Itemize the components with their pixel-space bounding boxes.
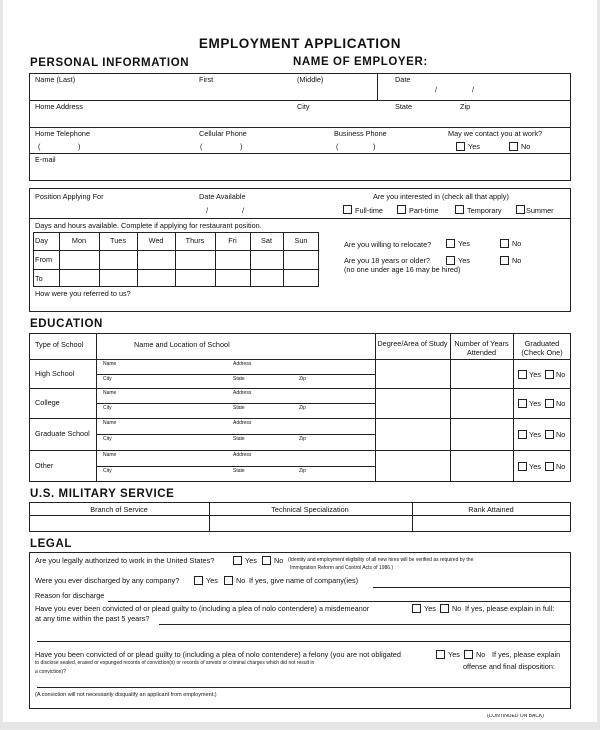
relocate-no-checkbox[interactable] — [500, 239, 509, 248]
hours-cell[interactable] — [176, 251, 214, 268]
conviction-note: (A conviction will not necessarily disqualify an applicant from employment.) — [35, 692, 217, 698]
day-header: Mon — [71, 236, 87, 245]
discharged-no-checkbox[interactable] — [224, 576, 233, 585]
discharged-yes-checkbox[interactable] — [194, 576, 203, 585]
misdemeanor-line[interactable] — [37, 641, 571, 642]
divider — [412, 502, 413, 532]
felony-line[interactable] — [37, 687, 571, 688]
graduated-yes-checkbox[interactable] — [518, 462, 527, 471]
day-header: Tues — [110, 236, 126, 245]
divider — [96, 434, 375, 435]
day-header: Sat — [261, 236, 272, 245]
hours-cell[interactable] — [251, 251, 282, 268]
misdemeanor-line[interactable] — [159, 624, 571, 625]
school-type-label: Graduate School — [35, 429, 90, 438]
school-name-field[interactable]: Name — [103, 390, 117, 396]
yes-label: Yes — [458, 239, 470, 248]
misdemeanor-question: at any time within the past 5 years? — [35, 614, 150, 623]
city-field[interactable]: City — [297, 102, 310, 111]
divider — [377, 73, 378, 100]
summer-checkbox[interactable] — [516, 205, 525, 214]
authorized-note: Immigration Reform and Control Acts of 1986.) — [290, 565, 394, 571]
relocate-yes-checkbox[interactable] — [446, 239, 455, 248]
paren: ) — [373, 142, 376, 151]
hours-cell[interactable] — [176, 270, 214, 287]
hours-cell[interactable] — [100, 251, 136, 268]
school-address-field[interactable]: Address — [233, 420, 252, 426]
school-address-field[interactable]: Address — [233, 452, 252, 458]
school-zip-field[interactable]: Zip — [299, 468, 306, 474]
divider — [29, 515, 571, 516]
military-heading: U.S. MILITARY SERVICE — [30, 488, 175, 500]
yes-label: Yes — [206, 576, 218, 585]
graduated-yes-checkbox[interactable] — [518, 430, 527, 439]
full-time-label: Full-time — [355, 206, 383, 215]
divider — [96, 466, 375, 467]
graduated-yes-checkbox[interactable] — [518, 399, 527, 408]
branch-header: Branch of Service — [90, 505, 148, 514]
school-city-field[interactable]: City — [103, 468, 112, 474]
day-header: Fri — [228, 236, 237, 245]
yes-label: Yes — [529, 430, 541, 439]
felony-followup: If yes, please explain — [492, 650, 561, 659]
form-title: EMPLOYMENT APPLICATION — [198, 36, 402, 51]
hours-cell[interactable] — [216, 251, 249, 268]
days-note: Days and hours available. Complete if applying for restaurant position. — [35, 221, 262, 230]
felony-followup: offense and final disposition: — [463, 662, 555, 671]
hours-cell[interactable] — [216, 270, 249, 287]
reason-line[interactable] — [108, 601, 571, 602]
divider — [29, 153, 571, 154]
date-slash: / — [206, 206, 209, 215]
school-zip-field[interactable]: Zip — [299, 375, 306, 382]
no-label: No — [512, 256, 522, 265]
yes-label: Yes — [529, 399, 541, 408]
school-address-field[interactable]: Address — [233, 361, 252, 367]
felony-yes-checkbox[interactable] — [436, 650, 445, 659]
graduated-no-checkbox[interactable] — [545, 430, 554, 439]
no-label: No — [452, 604, 462, 613]
school-name-field[interactable]: Name — [103, 452, 117, 458]
zip-field[interactable]: Zip — [460, 102, 471, 111]
divider — [29, 218, 571, 219]
divider — [96, 333, 97, 482]
paren: ) — [240, 142, 243, 151]
authorized-question: Are you legally authorized to work in the United States? — [35, 556, 215, 565]
day-header: Day — [35, 236, 48, 245]
business-phone-field[interactable]: Business Phone — [334, 129, 387, 138]
no-label: No — [274, 556, 284, 565]
divider — [29, 127, 571, 128]
felony-question: a conviction)? — [35, 669, 66, 675]
state-field[interactable]: State — [395, 102, 413, 111]
graduated-no-checkbox[interactable] — [545, 370, 554, 379]
summer-label: Summer — [526, 206, 554, 215]
name-last-field[interactable]: Name (Last) — [35, 75, 76, 84]
hours-cell[interactable] — [60, 251, 98, 268]
day-header: Thurs — [185, 236, 205, 245]
part-time-checkbox[interactable] — [397, 205, 406, 214]
home-address-field[interactable]: Home Address — [35, 102, 83, 111]
age-question: Are you 18 years or older? — [344, 256, 430, 265]
home-telephone-field[interactable]: Home Telephone — [35, 129, 91, 138]
application-form — [3, 0, 597, 722]
hours-cell[interactable] — [100, 270, 136, 287]
no-label: No — [556, 399, 566, 408]
personal-heading: PERSONAL INFORMATION — [30, 57, 190, 69]
middle-name-field[interactable]: (Middle) — [297, 75, 324, 84]
school-state-field[interactable]: State — [233, 375, 245, 382]
type-header: Type of School — [35, 340, 84, 349]
interested-question: Are you interested in (check all that apply) — [373, 192, 509, 201]
school-header: Name and Location of School — [134, 340, 230, 349]
divider — [29, 359, 571, 360]
school-name-field[interactable]: Name — [103, 420, 117, 426]
date-slash: / — [435, 85, 438, 94]
age-yes-checkbox[interactable] — [446, 256, 455, 265]
reason-label: Reason for discharge — [35, 591, 105, 600]
school-name-field[interactable]: Name — [103, 361, 117, 367]
no-label: No — [556, 369, 566, 379]
misdemeanor-yes-checkbox[interactable] — [412, 604, 421, 613]
paren: ( — [200, 142, 203, 151]
misdemeanor-question: Have you ever been convicted of or plead guilty to (including a plea of nolo contendere) a misdemeanor — [35, 604, 370, 613]
school-zip-field[interactable]: Zip — [299, 405, 306, 411]
education-header: Number of Years Attended — [454, 339, 509, 358]
to-label: To — [35, 274, 43, 283]
date-available-field[interactable]: Date Available — [199, 192, 246, 201]
felony-no-checkbox[interactable] — [464, 650, 473, 659]
hours-cell[interactable] — [138, 270, 174, 287]
continued-footer: (CONTINUED ON BACK) — [487, 714, 544, 718]
education-header: Degree/Area of Study — [377, 339, 448, 348]
date-slash: / — [242, 206, 245, 215]
school-city-field[interactable]: City — [103, 405, 112, 411]
authorized-yes-checkbox[interactable] — [233, 556, 242, 565]
full-time-checkbox[interactable] — [343, 205, 352, 214]
age-no-checkbox[interactable] — [500, 256, 509, 265]
education-heading: EDUCATION — [30, 318, 103, 330]
from-label: From — [35, 255, 53, 264]
paren: ( — [38, 142, 41, 151]
date-slash: / — [472, 85, 475, 94]
divider — [96, 403, 375, 404]
graduated-no-checkbox[interactable] — [545, 399, 554, 408]
yes-label: Yes — [529, 369, 541, 379]
school-state-field[interactable]: State — [233, 468, 245, 474]
yes-label: Yes — [458, 256, 470, 265]
paren: ) — [78, 142, 81, 151]
graduated-no-checkbox[interactable] — [545, 462, 554, 471]
hours-cell[interactable] — [60, 270, 98, 287]
first-name-field[interactable]: First — [199, 75, 214, 84]
yes-label: Yes — [424, 604, 436, 613]
specialization-header: Technical Specialization — [271, 505, 349, 514]
school-state-field[interactable]: State — [233, 436, 245, 442]
education-header: Graduated (Check One) — [521, 339, 563, 358]
misdemeanor-no-checkbox[interactable] — [440, 604, 449, 613]
divider — [96, 374, 375, 375]
employer-heading: NAME OF EMPLOYER: — [293, 56, 428, 68]
company-name-line[interactable] — [373, 587, 571, 588]
yes-label: Yes — [245, 556, 257, 565]
no-label: No — [521, 142, 531, 151]
yes-label: Yes — [448, 650, 460, 659]
no-label: No — [512, 239, 522, 248]
yes-label: Yes — [529, 462, 541, 471]
school-type-label: College — [35, 398, 60, 407]
school-state-field[interactable]: State — [233, 405, 245, 411]
felony-question: Have you been convicted of or plead guilty to (including a plea of nolo contendere) a felony (you are not obligated — [35, 650, 401, 659]
temporary-label: Temporary — [467, 206, 502, 215]
school-city-field[interactable]: City — [103, 436, 112, 442]
rank-header: Rank Attained — [468, 505, 514, 514]
divider — [209, 502, 210, 532]
contact-at-work-question: May we contact you at work? — [448, 129, 543, 138]
no-label: No — [236, 576, 246, 585]
paren: ( — [336, 142, 339, 151]
relocate-question: Are you willing to relocate? — [344, 240, 432, 249]
hours-cell[interactable] — [284, 270, 318, 287]
date-field[interactable]: Date — [395, 75, 411, 84]
age-note: (no one under age 16 may be hired) — [344, 265, 461, 274]
email-field[interactable]: E-mail — [35, 155, 56, 164]
misdemeanor-followup: If yes, please explain in full: — [465, 604, 555, 613]
contact-yes-checkbox[interactable] — [456, 142, 465, 151]
hours-cell[interactable] — [284, 251, 318, 268]
day-header: Sun — [294, 236, 308, 245]
school-city-field[interactable]: City — [103, 375, 112, 382]
authorized-note: (Identity and employment eligibility of all new hires will be verified as required by the — [288, 557, 474, 563]
divider — [29, 450, 571, 451]
felony-question: to disclose sealed, erased or expunged records of conviction(s) or records of arrests or criminal charges which did not result in — [35, 660, 315, 666]
referred-field[interactable]: How were you referred to us? — [35, 289, 131, 298]
company-name-label: If yes, give name of company(ies) — [249, 576, 359, 585]
school-type-label: High School — [35, 368, 75, 378]
yes-label: Yes — [468, 142, 480, 151]
hours-cell[interactable] — [251, 270, 282, 287]
no-label: No — [556, 430, 566, 439]
divider — [29, 388, 571, 389]
contact-no-checkbox[interactable] — [509, 142, 518, 151]
hours-cell[interactable] — [138, 251, 174, 268]
legal-heading: LEGAL — [30, 538, 72, 550]
authorized-no-checkbox[interactable] — [262, 556, 271, 565]
school-address-field[interactable]: Address — [233, 390, 252, 396]
part-time-label: Part-time — [409, 206, 439, 215]
discharged-question: Were you ever discharged by any company? — [35, 576, 180, 585]
divider — [29, 418, 571, 419]
position-field[interactable]: Position Applying For — [35, 192, 104, 201]
no-label: No — [556, 462, 566, 471]
divider — [29, 100, 571, 101]
divider — [375, 333, 376, 482]
school-type-label: Other — [35, 461, 54, 470]
day-header: Wed — [148, 236, 164, 245]
temporary-checkbox[interactable] — [455, 205, 464, 214]
graduated-yes-checkbox[interactable] — [518, 370, 527, 379]
cellular-phone-field[interactable]: Cellular Phone — [199, 129, 247, 138]
school-zip-field[interactable]: Zip — [299, 436, 306, 442]
no-label: No — [476, 650, 486, 659]
